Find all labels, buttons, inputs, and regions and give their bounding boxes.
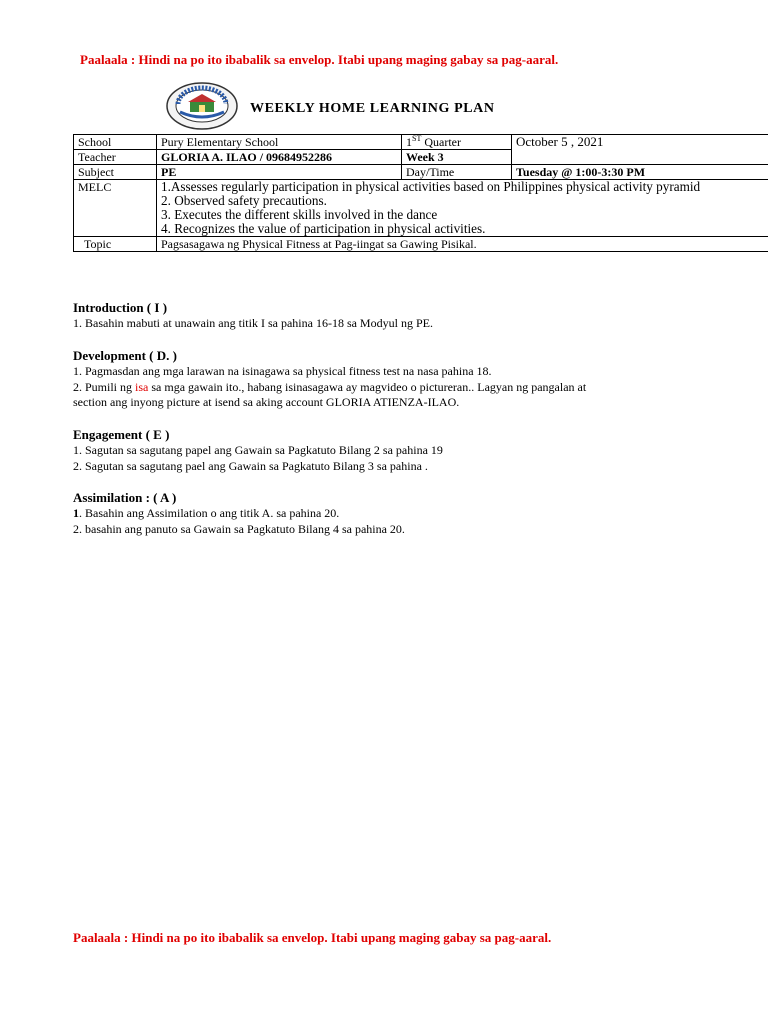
school-label: School [74,135,157,150]
engagement-line: 1. Sagutan sa sagutang papel ang Gawain sa Pagkatuto Bilang 2 sa pahina 19 [73,443,443,457]
development-line2-post: sa mga gawain ito., habang isinasagawa ay magvideo o pictureran.. Lagyan ng pangalan at [148,379,587,394]
topic-label: Topic [74,237,157,252]
melc-item: 4. Recognizes the value of participation in physical activities. [161,221,486,236]
development-line: 1. Pagmasdan ang mga larawan na isinagawa sa physical fitness test na nasa pahina 18. [73,364,492,378]
engagement-heading: Engagement ( E ) [73,427,170,442]
quarter-sup: ST [412,134,422,143]
introduction-line: 1. Basahin mabuti at unawain ang titik I sa pahina 16-18 sa Modyul ng PE. [73,316,433,330]
assimilation-line: 2. basahin ang panuto sa Gawain sa Pagkatuto Bilang 4 sa pahina 20. [73,521,405,536]
quarter-number: 1 [406,135,412,149]
table-row [74,237,768,252]
notice-bottom: Paalaala : Hindi na po ito ibabalik sa envelop. Itabi upang maging gabay sa pag-aaral. [73,930,552,945]
melc-label: MELC [74,180,157,237]
development-line2-pre: 2. Pumili ng [73,379,136,394]
engagement-line: 2. Sagutan sa sagutang pael ang Gawain sa Pagkatuto Bilang 3 sa pahina . [73,458,428,473]
topic-value: Pagsasagawa ng Physical Fitness at Pag-iingat sa Gawing Pisikal. [157,237,768,252]
notice-top: Paalaala : Hindi na po ito ibabalik sa envelop. Itabi upang maging gabay sa pag-aaral. [80,52,559,67]
development-section [73,348,753,411]
school-seal-icon [166,82,238,130]
development-heading: Development ( D. ) [73,348,177,363]
table-row [74,135,768,150]
document-title: WEEKLY HOME LEARNING PLAN [250,101,495,116]
table-row [74,165,768,180]
daytime-label: Day/Time [402,165,512,180]
plan-info-table [73,134,768,252]
teacher-label: Teacher [74,150,157,165]
quarter-cell [402,135,512,150]
melc-item: 1.Assesses regularly participation in physical activities based on Philippines physical activity pyramid [161,179,701,194]
engagement-section [73,427,753,474]
assimilation-section [73,490,753,537]
daytime-value: Tuesday @ 1:00-3:30 PM [512,165,768,180]
introduction-heading: Introduction ( I ) [73,300,168,315]
melc-list [157,180,768,237]
assimilation-line1-text: . Basahin ang Assimilation o ang titik A. sa pahina 20. [79,506,340,520]
development-highlight: isa [135,379,149,394]
subject-label: Subject [74,165,157,180]
assimilation-heading: Assimilation : ( A ) [73,490,177,505]
assimilation-line1-num: 1 [73,506,79,520]
teacher-value: GLORIA A. ILAO / 09684952286 [157,150,402,165]
quarter-label: Quarter [421,135,461,149]
date-value: October 5 , 2021 [512,135,768,165]
melc-item: 2. Observed safety precautions. [161,193,327,208]
development-line: section ang inyong picture at isend sa aking account GLORIA ATIENZA-ILAO. [73,395,460,409]
table-row [74,180,768,237]
development-line [73,380,753,396]
school-value: Pury Elementary School [157,135,402,150]
introduction-section [73,300,753,332]
melc-item: 3. Executes the different skills involved in the dance [161,207,438,222]
week-value: Week 3 [402,150,512,165]
subject-value: PE [157,165,402,180]
assimilation-line [73,506,753,522]
